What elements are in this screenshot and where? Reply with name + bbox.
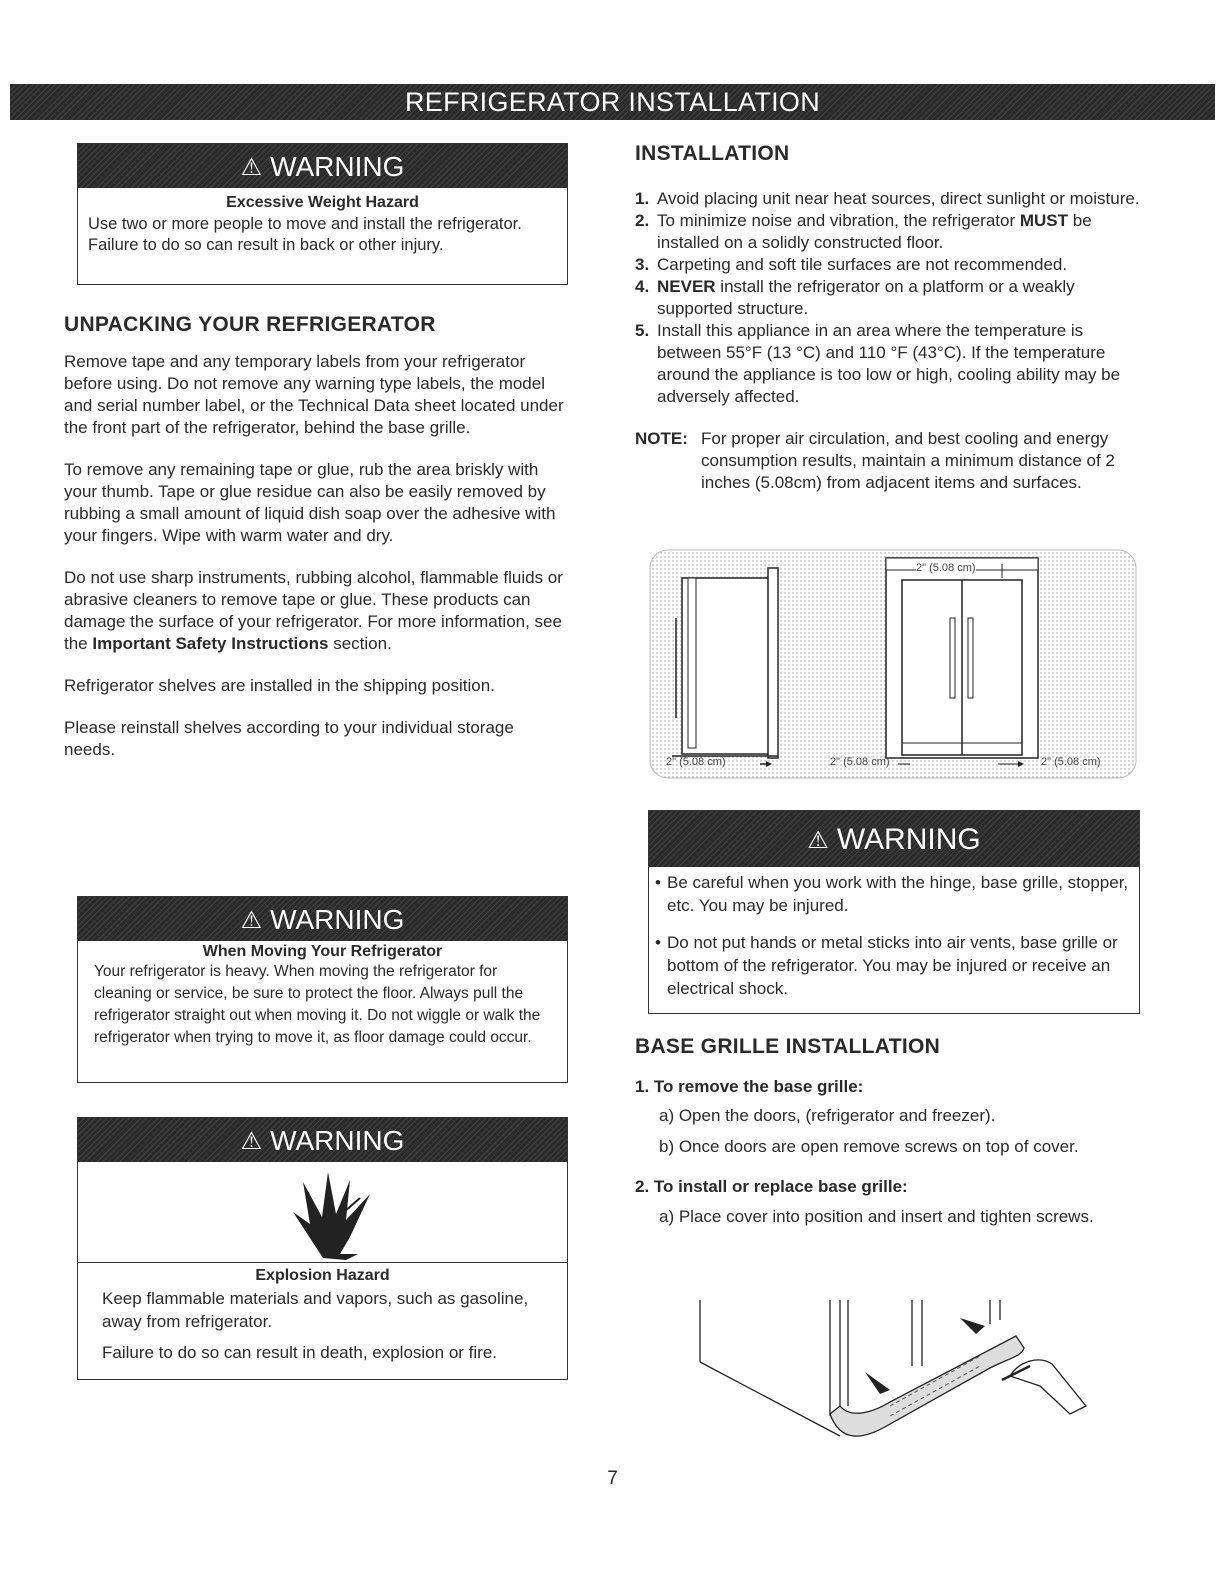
dimension-label-mid: 2" (5.08 cm) [830, 756, 890, 768]
installation-list [635, 188, 1145, 408]
list-text: Carpeting and soft tile surfaces are not recommended. [657, 255, 1068, 274]
warning-text [78, 1285, 567, 1364]
safety-instructions-reference: Important Safety Instructions [92, 634, 329, 653]
list-emphasis: NEVER [657, 277, 716, 296]
warning-bullet [653, 931, 1135, 1000]
installation-section [635, 142, 1145, 494]
warning-line: Use two or more people to move and install the refrigerator. [88, 215, 522, 233]
unpacking-paragraph-4: Refrigerator shelves are installed in the shipping position. [64, 676, 495, 695]
warning-triangle-icon: ⚠ [240, 907, 263, 934]
dimension-label-left: 2" (5.08 cm) [666, 756, 726, 768]
paragraph-text: section. [328, 634, 392, 653]
note-text: For proper air circulation, and best cooling and energy consumption results, maintain a minimum distance of 2 inches (5.08cm) from adjacent items and surfaces. [701, 429, 1115, 492]
unpacking-section [64, 313, 564, 761]
banner-title: REFRIGERATOR INSTALLATION [404, 87, 821, 117]
list-text: To minimize noise and vibration, the refrigerator [657, 211, 1020, 230]
list-text: be installed on a solidly constructed floor. [657, 211, 1092, 252]
bullet-dot: • [655, 873, 661, 892]
warning-box-explosion [77, 1117, 568, 1380]
step-2a: a) Place cover into position and insert and tighten screws. [659, 1207, 1094, 1226]
list-item [635, 276, 1145, 320]
warning-bullet [653, 871, 1135, 917]
warning-triangle-icon: ⚠ [240, 154, 263, 181]
warning-header [78, 1118, 567, 1162]
bullet-text: Do not put hands or metal sticks into air vents, base grille or bottom of the refrigerator. You may be injured or receive an electrical shock. [667, 933, 1118, 998]
section-title-base-grille: BASE GRILLE INSTALLATION [635, 1035, 941, 1058]
page-banner [10, 84, 1215, 120]
paragraph-text: Do not use sharp instruments, rubbing alcohol, flammable fluids or abrasive cleaners to remove tape or glue. These products can damage the surface of your refrigerator. For more information, see the [64, 568, 563, 653]
list-item [635, 188, 1145, 210]
list-emphasis: MUST [1019, 211, 1069, 230]
step-2-label: 2. To install or replace base grille: [635, 1177, 908, 1196]
base-grille-illustration [690, 1296, 1100, 1456]
clearance-diagram-svg [648, 548, 1138, 780]
list-number: 5. [635, 321, 650, 340]
step-1a: a) Open the doors, (refrigerator and freezer). [659, 1106, 996, 1125]
list-number: 3. [635, 255, 650, 274]
list-text: install the refrigerator on a platform or a weakly supported structure. [657, 277, 1075, 318]
warning-text: Your refrigerator is heavy. When moving the refrigerator for cleaning or service, be sure to protect the floor. Always pull the refrigerator straight out when moving it. Do not wiggle or walk the refrigerator when trying to move it, as floor damage could occur. [94, 963, 541, 1046]
warning-hazard-title: When Moving Your Refrigerator [202, 943, 443, 960]
step-1b: b) Once doors are open remove screws on top of cover. [659, 1137, 1079, 1156]
warning-header [78, 144, 567, 188]
section-title-installation: INSTALLATION [635, 142, 790, 165]
warning-label: WARNING [270, 904, 405, 935]
unpacking-paragraph-1: Remove tape and any temporary labels from your refrigerator before using. Do not remove any warning type labels, the model and serial number label, or the Technical Data sheet located under the front part of the refrigerator, behind the base grille. [64, 352, 564, 437]
explosion-icon [78, 1162, 569, 1262]
list-number: 2. [635, 211, 650, 230]
section-title-unpacking: UNPACKING YOUR REFRIGERATOR [64, 313, 436, 336]
bullet-text: Be careful when you work with the hinge, base grille, stopper, etc. You may be injured. [667, 873, 1129, 915]
warning-line: Keep flammable materials and vapors, such as gasoline, away from refrigerator. [102, 1289, 529, 1331]
unpacking-paragraph-2: To remove any remaining tape or glue, rub the area briskly with your thumb. Tape or glue residue can also be easily removed by rubbing a small amount of liquid dish soap over the adhesive with your fingers. Wipe with warm water and dry. [64, 460, 556, 545]
unpacking-paragraph-3 [64, 567, 564, 655]
warning-text [649, 867, 1139, 1000]
warning-hazard-title: Explosion Hazard [255, 1267, 390, 1284]
warning-box-hinge [648, 810, 1140, 1014]
warning-label: WARNING [836, 823, 981, 856]
warning-line: Failure to do so can result in death, explosion or fire. [102, 1343, 497, 1362]
warning-text [78, 212, 567, 256]
warning-hazard-title: Excessive Weight Hazard [226, 194, 419, 211]
explosion-symbol [78, 1162, 567, 1263]
dimension-label-right: 2" (5.08 cm) [1041, 756, 1101, 768]
clearance-diagram [648, 548, 1138, 780]
list-text: Install this appliance in an area where the temperature is between 55°F (13 °C) and 110 °F (43°C). If the temperature around the appliance is too low or high, cooling ability may be adversely affected. [657, 321, 1121, 406]
page-number: 7 [607, 1468, 618, 1489]
list-text: Avoid placing unit near heat sources, direct sunlight or moisture. [657, 189, 1140, 208]
base-grille-svg [690, 1296, 1100, 1456]
note-label: NOTE: [635, 429, 688, 448]
warning-triangle-icon: ⚠ [240, 1128, 263, 1155]
list-number: 1. [635, 189, 650, 208]
step-1-label: 1. To remove the base grille: [635, 1077, 864, 1096]
warning-label: WARNING [270, 1125, 405, 1156]
dimension-label-top: 2" (5.08 cm) [916, 562, 976, 574]
note [635, 428, 1145, 494]
list-number: 4. [635, 277, 650, 296]
warning-triangle-icon: ⚠ [807, 827, 829, 854]
base-grille-section [635, 1035, 1135, 1229]
warning-line: Failure to do so can result in back or other injury. [88, 236, 444, 254]
list-item [635, 320, 1145, 408]
bullet-dot: • [655, 933, 661, 952]
warning-header [649, 811, 1139, 867]
warning-box-moving [77, 896, 568, 1083]
warning-box-weight [77, 143, 568, 285]
list-item [635, 254, 1145, 276]
warning-label: WARNING [270, 151, 405, 182]
warning-header [78, 897, 567, 941]
unpacking-paragraph-5: Please reinstall shelves according to your individual storage needs. [64, 718, 514, 759]
list-item [635, 210, 1145, 254]
